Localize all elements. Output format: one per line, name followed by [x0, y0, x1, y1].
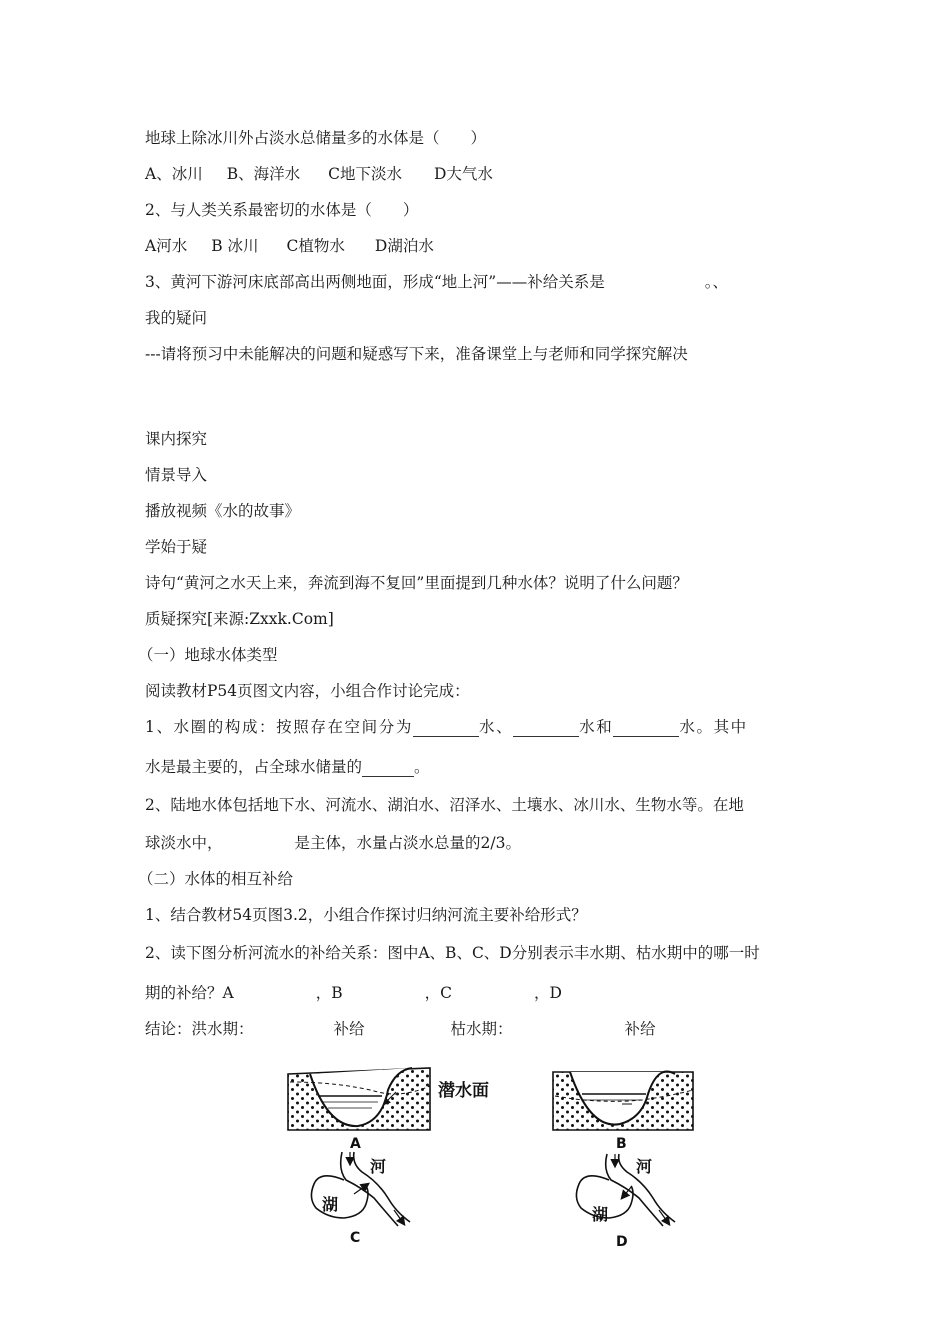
review-question-1: 地球上除冰川外占淡水总储量多的水体是（ ）: [145, 129, 487, 147]
part1-item1: 1、水圈的构成：按照存在空间分为 水、 水和 水。其中: [145, 718, 748, 736]
option: B、海洋水: [226, 165, 301, 183]
part1-item2: 2、陆地水体包括地下水、河流水、湖泊水、沼泽水、土壤水、冰川水、生物水等。在地: [145, 796, 744, 814]
label-d: D: [616, 1234, 628, 1250]
lake-label-d: 湖: [592, 1205, 609, 1224]
part2-item2-cont: 期的补给？A ，B ，C ，D: [145, 984, 562, 1002]
answer-blank[interactable]: [613, 718, 679, 737]
option: D湖泊水: [374, 237, 434, 255]
option: D大气水: [433, 165, 493, 183]
part2-title: （二）水体的相互补给: [138, 870, 294, 888]
review-question-2-options: [145, 236, 434, 256]
river-label-c: 河: [370, 1157, 387, 1176]
river-recharge-figure: [270, 1060, 720, 1260]
part1-item1-cont: 水是最主要的，占全球水储量的 。: [145, 758, 430, 776]
lake-label-c: 湖: [322, 1195, 339, 1214]
water-table-label: 潜水面: [438, 1081, 489, 1101]
label-c: C: [350, 1230, 361, 1246]
intro-title: 情景导入: [145, 466, 208, 484]
answer-blank[interactable]: [413, 718, 479, 737]
label-a: A: [350, 1136, 361, 1152]
doubts-title: 我的疑问: [145, 309, 208, 327]
option: A河水: [145, 237, 188, 255]
doubts-text: ---请将预习中未能解决的问题和疑惑写下来，准备课堂上与老师和同学探究解决: [145, 345, 688, 363]
learn-title: 学始于疑: [145, 538, 208, 556]
part2-item2: 2、读下图分析河流水的补给关系：图中A、B、C、D分别表示丰水期、枯水期中的哪一时: [145, 944, 760, 962]
option: B 冰川: [211, 237, 259, 255]
label-b: B: [616, 1136, 627, 1152]
part1-title: （一）地球水体类型: [138, 646, 278, 664]
answer-blank[interactable]: [513, 718, 579, 737]
option: A、冰川: [145, 165, 203, 183]
part1-read: 阅读教材P54页图文内容，小组合作讨论完成：: [145, 682, 470, 700]
option: C植物水: [286, 237, 345, 255]
video-line: 播放视频《水的故事》: [145, 502, 301, 520]
cross-section-b: [553, 1072, 693, 1131]
option: C地下淡水: [328, 165, 402, 183]
review-question-1-options: [145, 164, 493, 184]
cross-section-a: [288, 1068, 430, 1130]
section-title: 课内探究: [145, 430, 208, 448]
poem-question: 诗句“黄河之水天上来，奔流到海不复回”里面提到几种水体？说明了什么问题？: [145, 574, 688, 592]
review-question-3: 3、黄河下游河床底部高出两侧地面，形成“地上河”——补给关系是 。、: [145, 273, 728, 291]
river-label-d: 河: [636, 1157, 653, 1176]
answer-blank[interactable]: [362, 758, 414, 777]
inquiry-title: 质疑探究[来源:Zxxk.Com]: [145, 610, 334, 628]
conclusion-line: 结论：洪水期： 补给 枯水期： 补给: [145, 1020, 656, 1038]
part2-item1: 1、结合教材54页图3.2，小组合作探讨归纳河流主要补给形式？: [145, 906, 587, 924]
river-lake-map-c: [311, 1152, 410, 1226]
part1-item2-cont: 球淡水中， 是主体，水量占淡水总量的2/3。: [145, 834, 521, 852]
review-question-2: 2、与人类关系最密切的水体是（ ）: [145, 201, 419, 219]
